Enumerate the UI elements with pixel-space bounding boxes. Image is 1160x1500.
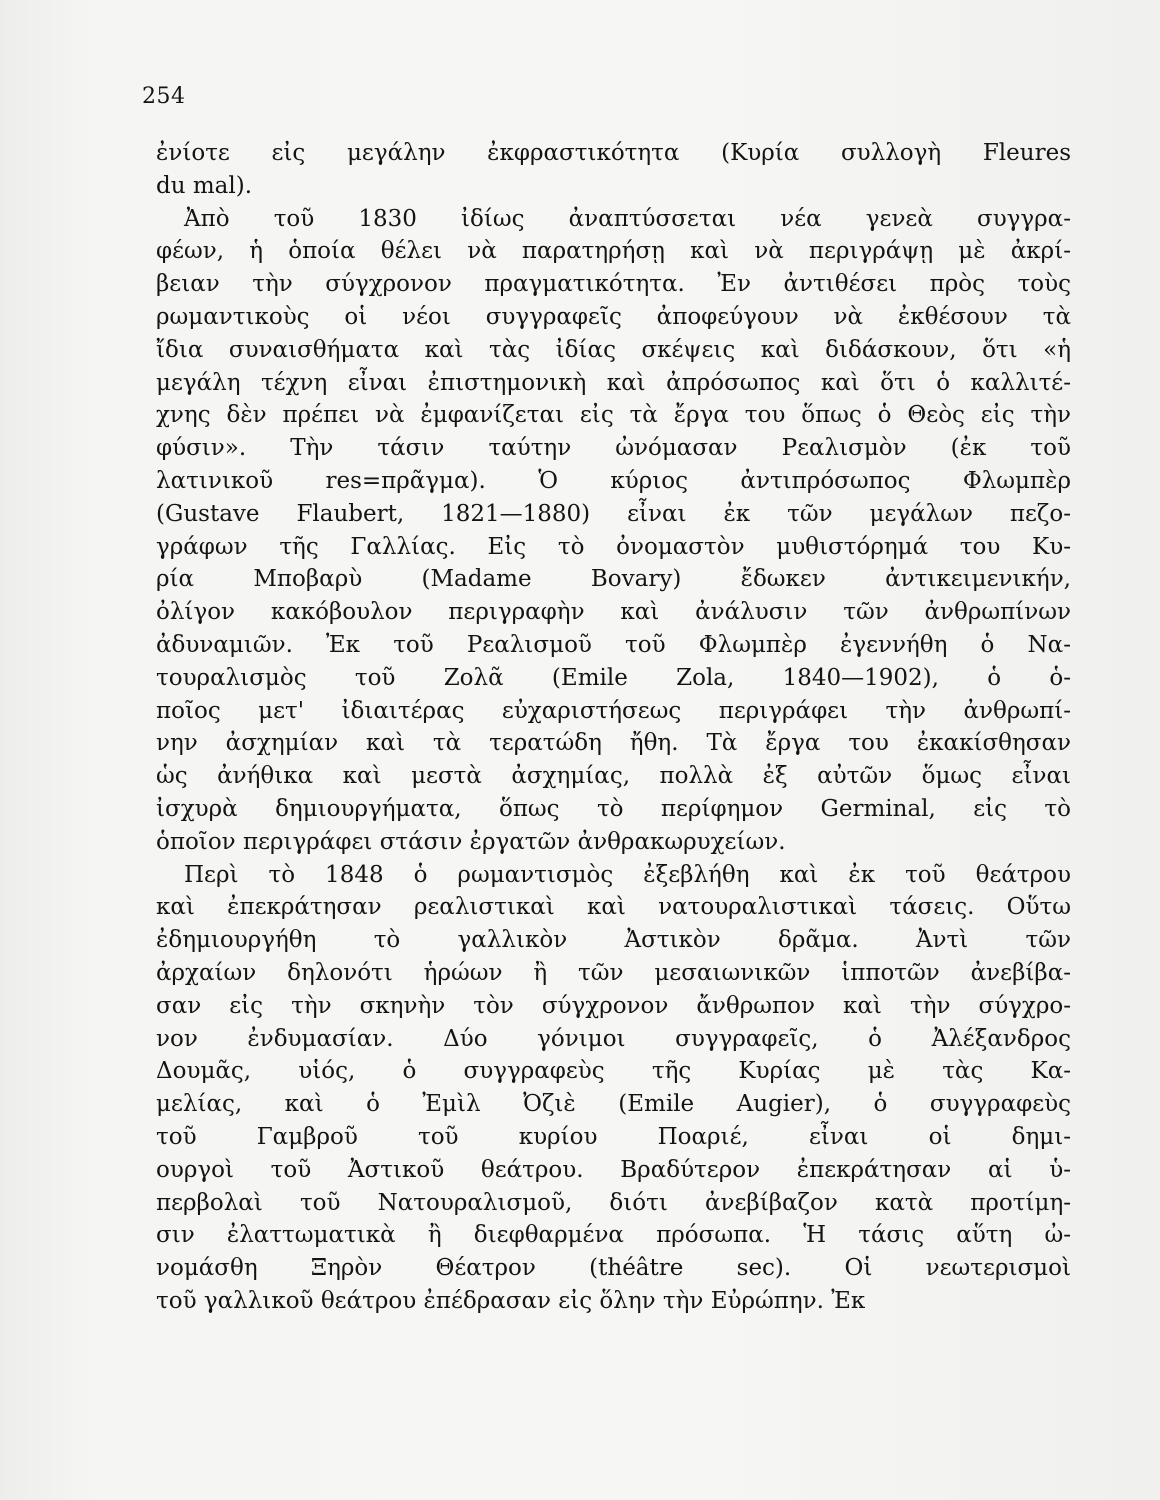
- text-line: καὶ ἐπεκράτησαν ρεαλιστικαὶ καὶ νατουραλιστικαὶ τάσεις. Οὕτω: [156, 894, 1071, 921]
- text-line: ἀρχαίων δηλονότι ἡρώων ἢ τῶν μεσαιωνικῶν ἱπποτῶν ἀνεβίβα-: [156, 959, 1071, 986]
- text-line: ουργοὶ τοῦ Ἀστικοῦ θεάτρου. Βραδύτερον ἐπεκράτησαν αἱ ὑ-: [156, 1156, 1071, 1183]
- body-text: [156, 137, 1071, 1318]
- text-line: νομάσθη Ξηρὸν Θέατρον (théâtre sec). Οἱ νεωτερισμοὶ: [156, 1255, 1071, 1282]
- text-line: σιν ἐλαττωματικὰ ἢ διεφθαρμένα πρόσωπα. Ἡ τάσις αὕτη ὠ-: [156, 1222, 1071, 1249]
- text-line: (Gustave Flaubert, 1821—1880) εἶναι ἐκ τῶν μεγάλων πεζο-: [156, 500, 1071, 527]
- text-line: ἐδημιουργήθη τὸ γαλλικὸν Ἀστικὸν δρᾶμα. Ἀντὶ τῶν: [156, 927, 1071, 954]
- text-line: ὁποῖον περιγράφει στάσιν ἐργατῶν ἀνθρακωρυχείων.: [156, 828, 786, 855]
- text-line: φύσιν». Τὴν τάσιν ταύτην ὠνόμασαν Ρεαλισμὸν (ἐκ τοῦ: [156, 435, 1071, 462]
- text-line: Περὶ τὸ 1848 ὁ ρωμαντισμὸς ἐξεβλήθη καὶ ἐκ τοῦ θεάτρου: [184, 861, 1071, 888]
- text-line: μελίας, καὶ ὁ Ἐμὶλ Ὀζιὲ (Emile Augier), ὁ συγγραφεὺς: [156, 1091, 1071, 1118]
- paragraph: [156, 137, 1071, 203]
- text-line: ἐνίοτε εἰς μεγάλην ἐκφραστικότητα (Κυρία συλλογὴ Fleures: [156, 140, 1071, 166]
- text-line: ἀδυναμιῶν. Ἐκ τοῦ Ρεαλισμοῦ τοῦ Φλωμπὲρ ἐγεννήθη ὁ Να-: [156, 631, 1071, 658]
- text-line: μεγάλη τέχνη εἶναι ἐπιστημονικὴ καὶ ἀπρόσωπος καὶ ὅτι ὁ καλλιτέ-: [156, 369, 1071, 396]
- text-line: τουραλισμὸς τοῦ Ζολᾶ (Emile Zola, 1840—1902), ὁ ὁ-: [156, 664, 1071, 691]
- text-line: Ἀπὸ τοῦ 1830 ἰδίως ἀναπτύσσεται νέα γενεὰ συγγρα-: [184, 205, 1071, 232]
- text-line: du mal).: [156, 172, 253, 199]
- text-line: λατινικοῦ res=πρᾶγμα). Ὁ κύριος ἀντιπρόσωπος Φλωμπὲρ: [156, 467, 1071, 494]
- text-line: σαν εἰς τὴν σκηνὴν τὸν σύγχρονον ἄνθρωπον καὶ τὴν σύγχρο-: [156, 992, 1071, 1019]
- text-line: τοῦ Γαμβροῦ τοῦ κυρίου Ποαριέ, εἶναι οἱ δημι-: [156, 1123, 1071, 1150]
- text-line: ὡς ἀνήθικα καὶ μεστὰ ἀσχημίας, πολλὰ ἐξ αὐτῶν ὅμως εἶναι: [156, 763, 1071, 790]
- text-line: ρία Μποβαρὺ (Madame Bovary) ἔδωκεν ἀντικειμενικήν,: [156, 566, 1071, 593]
- text-line: νον ἐνδυμασίαν. Δύο γόνιμοι συγγραφεῖς, ὁ Ἀλέξανδρος: [156, 1025, 1071, 1052]
- text-line: νην ἀσχημίαν καὶ τὰ τερατώδη ἤθη. Τὰ ἔργα του ἐκακίσθησαν: [156, 730, 1071, 757]
- text-line: τοῦ γαλλικοῦ θεάτρου ἐπέδρασαν εἰς ὅλην τὴν Εὐρώπην. Ἐκ: [156, 1287, 866, 1314]
- text-line: γράφων τῆς Γαλλίας. Εἰς τὸ ὀνομαστὸν μυθιστόρημά του Κυ-: [156, 533, 1071, 560]
- text-line: φέων, ἡ ὁποία θέλει νὰ παρατηρήσῃ καὶ νὰ περιγράψῃ μὲ ἀκρί-: [156, 238, 1071, 265]
- text-line: ἰσχυρὰ δημιουργήματα, ὅπως τὸ περίφημον Germinal, εἰς τὸ: [156, 795, 1071, 822]
- text-line: ὀλίγον κακόβουλον περιγραφὴν καὶ ἀνάλυσιν τῶν ἀνθρωπίνων: [156, 599, 1071, 626]
- text-line: ρωμαντικοὺς οἱ νέοι συγγραφεῖς ἀποφεύγουν νὰ ἐκθέσουν τὰ: [156, 303, 1071, 330]
- text-line: ἴδια συναισθήματα καὶ τὰς ἰδίας σκέψεις καὶ διδάσκουν, ὅτι «ἡ: [156, 336, 1071, 363]
- text-line: βειαν τὴν σύγχρονον πραγματικότητα. Ἐν ἀντιθέσει πρὸς τοὺς: [156, 271, 1071, 298]
- text-line: χνης δὲν πρέπει νὰ ἐμφανίζεται εἰς τὰ ἔργα του ὅπως ὁ Θεὸς εἰς τὴν: [156, 402, 1071, 429]
- page-number: 254: [142, 84, 186, 109]
- paragraph: [156, 859, 1071, 1318]
- text-line: ποῖος μετ' ἰδιαιτέρας εὐχαριστήσεως περιγράφει τὴν ἀνθρωπί-: [156, 697, 1071, 724]
- paragraph: [156, 203, 1071, 859]
- text-line: Δουμᾶς, υἱός, ὁ συγγραφεὺς τῆς Κυρίας μὲ τὰς Κα-: [156, 1058, 1071, 1085]
- text-line: περβολαὶ τοῦ Νατουραλισμοῦ, διότι ἀνεβίβαζον κατὰ προτίμη-: [156, 1189, 1071, 1216]
